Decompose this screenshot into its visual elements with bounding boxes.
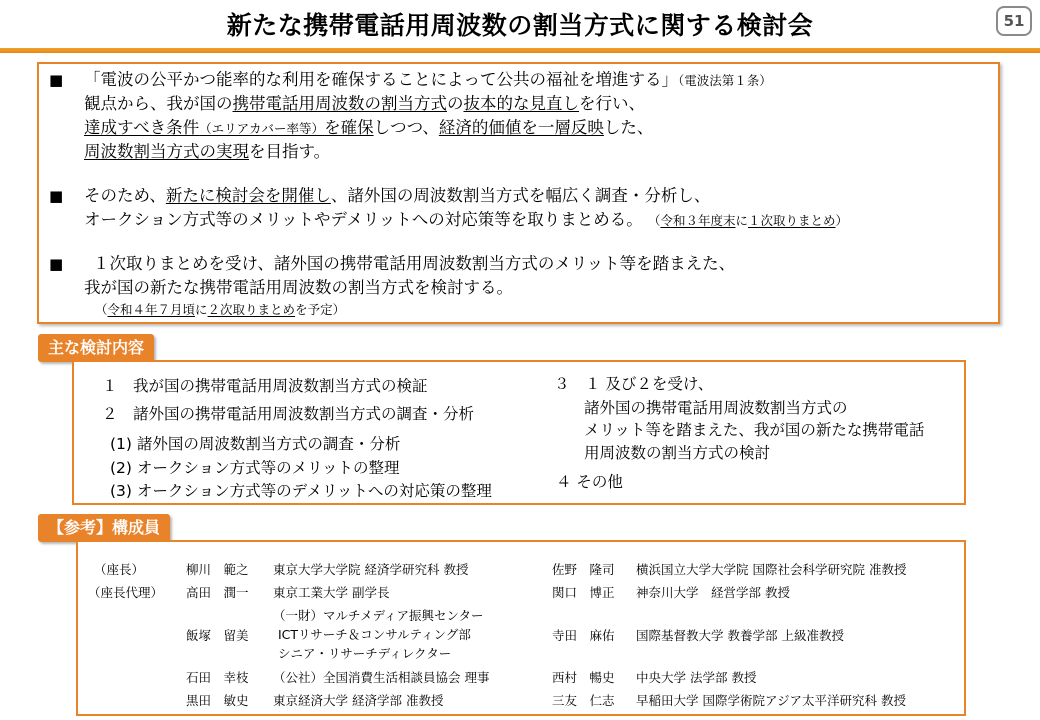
topics-box	[72, 360, 966, 505]
topic-3-line-1: ３ １ 及び２を受け、	[554, 375, 714, 393]
square-bullet-icon: ■	[49, 255, 64, 273]
bullet-1-line-2: 観点から、我が国の携帯電話用周波数の割当方式の抜本的な見直しを行い、	[84, 94, 645, 113]
member-name: 西村 暢史	[552, 670, 615, 685]
member-name: 石田 幸枝	[186, 670, 249, 685]
members-box	[76, 540, 966, 716]
member-name: 寺田 麻佑	[552, 628, 615, 643]
topic-3-line-4: 用周波数の割当方式の検討	[584, 444, 771, 462]
member-name: 三友 仁志	[552, 693, 615, 708]
topic-1: １ 我が国の携帯電話用周波数割当方式の検証	[102, 377, 428, 395]
bullet-2-line-1: そのため、新たに検討会を開催し、諸外国の周波数割当方式を幅広く調査・分析し、	[84, 186, 711, 205]
member-affiliation: 東京大学大学院 経済学研究科 教授	[273, 562, 469, 577]
topic-3-line-2: 諸外国の携帯電話用周波数割当方式の	[584, 399, 848, 417]
topic-2-3: (3) オークション方式等のデメリットへの対応策の整理	[110, 482, 492, 500]
member-name: 柳川 範之	[186, 562, 249, 577]
member-name: 飯塚 留美	[186, 628, 249, 643]
square-bullet-icon: ■	[49, 187, 64, 205]
member-affiliation: 早稲田大学 国際学術院アジア太平洋研究科 教授	[636, 693, 906, 708]
page-number: 51	[996, 6, 1032, 36]
topic-2: ２ 諸外国の携帯電話用周波数割当方式の調査・分析	[102, 405, 475, 423]
topic-4: ４ その他	[556, 473, 623, 491]
bullet-2-line-2: オークション方式等のメリットやデメリットへの対応策等を取りまとめる。 （令和３年度末に１次取りまとめ）	[84, 210, 849, 229]
member-affiliation: シニア・リサーチディレクター	[278, 646, 452, 661]
member-affiliation: （公社）全国消費生活相談員協会 理事	[273, 670, 490, 685]
topic-3-line-3: メリット等を踏まえた、我が国の新たな携帯電話	[584, 421, 925, 439]
bullet-1-line-1: 「電波の公平かつ能率的な利用を確保することによって公共の福祉を増進する」（電波法第１条）	[84, 70, 772, 89]
member-name: 佐野 隆司	[552, 562, 615, 577]
member-name: 黒田 敏史	[186, 693, 249, 708]
role-chair: （座長）	[94, 562, 145, 577]
bullet-3-line-1: １次取りまとめを受け、諸外国の携帯電話用周波数割当方式のメリット等を踏まえた、	[93, 254, 736, 273]
member-affiliation: （一財）マルチメディア振興センター	[273, 608, 484, 623]
members-tag: 【参考】構成員	[38, 514, 170, 542]
member-affiliation: 中央大学 法学部 教授	[636, 670, 757, 685]
member-affiliation: 横浜国立大学大学院 国際社会科学研究院 准教授	[636, 562, 907, 577]
page-title: 新たな携帯電話用周波数の割当方式に関する検討会	[226, 11, 814, 40]
member-name: 関口 博正	[552, 585, 615, 600]
bullet-1-line-4: 周波数割当方式の実現を目指す。	[84, 142, 331, 161]
member-affiliation: ICTリサーチ＆コンサルティング部	[278, 627, 471, 642]
role-vice-chair: （座長代理）	[88, 585, 164, 600]
title-divider	[0, 48, 1040, 53]
member-affiliation: 東京工業大学 副学長	[273, 585, 390, 600]
topics-tag: 主な検討内容	[38, 334, 154, 362]
bullet-1-line-3: 達成すべき条件（エリアカバー率等）を確保しつつ、経済的価値を一層反映した、	[84, 118, 654, 137]
member-affiliation: 東京経済大学 経済学部 准教授	[273, 693, 444, 708]
member-affiliation: 国際基督教大学 教養学部 上級准教授	[636, 628, 844, 643]
topic-2-1: (1) 諸外国の周波数割当方式の調査・分析	[110, 435, 401, 453]
bullet-3-line-2: 我が国の新たな携帯電話用周波数の割当方式を検討する。	[84, 278, 513, 297]
member-affiliation: 神奈川大学 経営学部 教授	[636, 585, 790, 600]
square-bullet-icon: ■	[49, 71, 64, 89]
purpose-box	[37, 62, 1000, 324]
bullet-3-line-3: （令和４年７月頃に２次取りまとめを予定）	[95, 302, 346, 317]
topic-2-2: (2) オークション方式等のメリットの整理	[110, 459, 400, 477]
member-name: 高田 潤一	[186, 585, 249, 600]
